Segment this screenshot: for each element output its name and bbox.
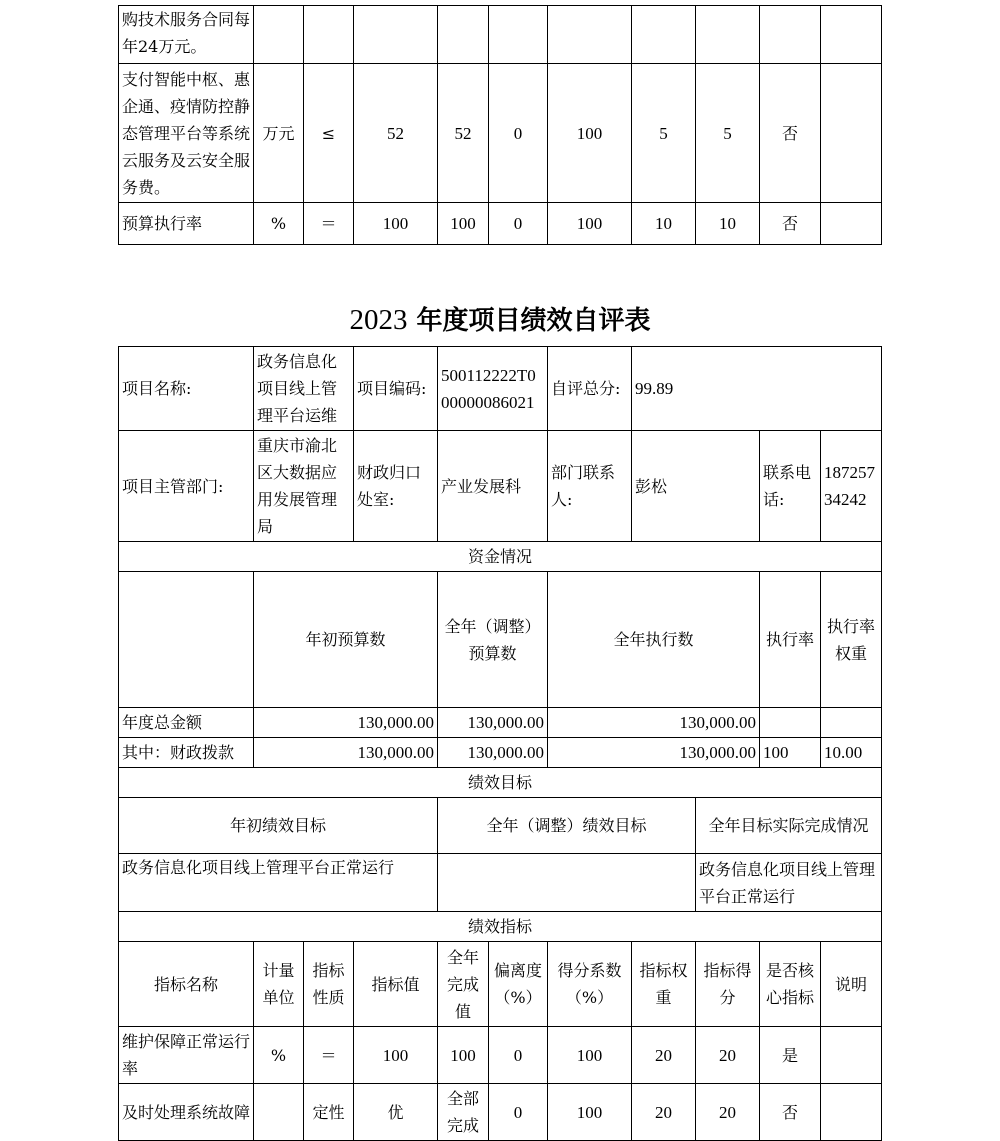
deviation-cell xyxy=(489,6,548,64)
deviation-cell: 0 xyxy=(489,203,548,245)
goal-adjusted xyxy=(438,854,696,912)
title-year: 2023 xyxy=(349,304,408,336)
core-cell xyxy=(760,6,821,64)
funds-cell xyxy=(821,708,882,738)
weight-cell: 10 xyxy=(632,203,696,245)
phone-value: 18725734242 xyxy=(821,431,882,542)
goals-header: 全年目标实际完成情况 xyxy=(696,798,882,854)
contact-label: 部门联系人: xyxy=(548,431,632,542)
indicator-cell: 全部完成 xyxy=(438,1084,489,1141)
coefficient-cell: 100 xyxy=(548,203,632,245)
contact-value: 彭松 xyxy=(632,431,760,542)
department-label: 项目主管部门: xyxy=(119,431,254,542)
funds-cell: 130,000.00 xyxy=(548,738,760,768)
page-title xyxy=(0,297,1000,344)
target-cell xyxy=(354,6,438,64)
goals-header: 全年（调整）绩效目标 xyxy=(438,798,696,854)
indicator-header: 指标权重 xyxy=(632,942,696,1027)
indicator-cell: 20 xyxy=(632,1027,696,1084)
indicator-cell: 是 xyxy=(760,1027,821,1084)
indicator-cell: ＝ xyxy=(304,1027,354,1084)
indicator-header: 指标名称 xyxy=(119,942,254,1027)
self-score-value: 99.89 xyxy=(632,347,882,431)
indicator-name: 支付智能中枢、惠企通、疫情防控静态管理平台等系统云服务及云安全服务费。 xyxy=(119,64,254,203)
indicator-continuation-table xyxy=(118,5,882,245)
weight-cell: 5 xyxy=(632,64,696,203)
note-cell xyxy=(821,6,882,64)
note-cell xyxy=(821,64,882,203)
performance-evaluation-table xyxy=(118,346,882,1141)
deviation-cell: 0 xyxy=(489,64,548,203)
self-score-label: 自评总分: xyxy=(548,347,632,431)
department-value: 重庆市渝北区大数据应用发展管理局 xyxy=(254,431,354,542)
indicator-header: 偏离度（%） xyxy=(489,942,548,1027)
goals-section-title: 绩效目标 xyxy=(119,768,882,798)
indicator-header: 是否核心指标 xyxy=(760,942,821,1027)
indicator-name: 购技术服务合同每年24万元。 xyxy=(119,6,254,64)
indicator-cell: 100 xyxy=(438,1027,489,1084)
funds-header: 年初预算数 xyxy=(254,572,438,708)
indicator-name: 预算执行率 xyxy=(119,203,254,245)
funds-cell: 10.00 xyxy=(821,738,882,768)
table-row xyxy=(119,203,882,245)
table-row xyxy=(119,64,882,203)
score-cell: 5 xyxy=(696,64,760,203)
indicator-cell: 20 xyxy=(632,1084,696,1141)
info-row-department xyxy=(119,431,882,542)
funds-header: 全年（调整）预算数 xyxy=(438,572,548,708)
funds-section-row xyxy=(119,542,882,572)
indicator-header: 说明 xyxy=(821,942,882,1027)
project-code-value: 500112222T000000086021 xyxy=(438,347,548,431)
coefficient-cell xyxy=(548,6,632,64)
funds-header: 全年执行数 xyxy=(548,572,760,708)
indicator-cell: 100 xyxy=(548,1084,632,1141)
target-cell: 52 xyxy=(354,64,438,203)
indicator-cell: 100 xyxy=(354,1027,438,1084)
indicator-cell: 0 xyxy=(489,1084,548,1141)
actual-cell: 52 xyxy=(438,64,489,203)
funds-header: 执行率权重 xyxy=(821,572,882,708)
table-row xyxy=(119,708,882,738)
funds-header-row xyxy=(119,572,882,708)
goals-header: 年初绩效目标 xyxy=(119,798,438,854)
unit-cell xyxy=(254,6,304,64)
indicator-cell: 20 xyxy=(696,1027,760,1084)
project-code-label: 项目编码: xyxy=(354,347,438,431)
table-row xyxy=(119,1027,882,1084)
goal-actual: 政务信息化项目线上管理平台正常运行 xyxy=(696,854,882,912)
funds-cell: 130,000.00 xyxy=(548,708,760,738)
project-name-label: 项目名称: xyxy=(119,347,254,431)
actual-cell xyxy=(438,6,489,64)
indicators-section-title: 绩效指标 xyxy=(119,912,882,942)
core-cell: 否 xyxy=(760,64,821,203)
indicator-cell xyxy=(821,1027,882,1084)
unit-cell: % xyxy=(254,203,304,245)
title-text: 年度项目绩效自评表 xyxy=(416,306,651,336)
goal-initial: 政务信息化项目线上管理平台正常运行 xyxy=(119,854,438,912)
actual-cell: 100 xyxy=(438,203,489,245)
info-row-project xyxy=(119,347,882,431)
indicators-section-row xyxy=(119,912,882,942)
funds-cell: 130,000.00 xyxy=(254,738,438,768)
funds-cell: 130,000.00 xyxy=(254,708,438,738)
funds-header xyxy=(119,572,254,708)
table-row xyxy=(119,1084,882,1141)
funds-cell: 其中：财政拨款 xyxy=(119,738,254,768)
note-cell xyxy=(821,203,882,245)
indicator-cell xyxy=(821,1084,882,1141)
indicator-cell: 0 xyxy=(489,1027,548,1084)
funds-cell: 年度总金额 xyxy=(119,708,254,738)
indicator-header: 指标得分 xyxy=(696,942,760,1027)
coefficient-cell: 100 xyxy=(548,64,632,203)
indicator-cell: 优 xyxy=(354,1084,438,1141)
unit-cell: 万元 xyxy=(254,64,304,203)
indicators-header-row xyxy=(119,942,882,1027)
indicator-cell: 维护保障正常运行率 xyxy=(119,1027,254,1084)
finance-office-value: 产业发展科 xyxy=(438,431,548,542)
nature-cell: ＝ xyxy=(304,203,354,245)
finance-office-label: 财政归口处室: xyxy=(354,431,438,542)
table-row xyxy=(119,6,882,64)
goals-section-row xyxy=(119,768,882,798)
funds-cell xyxy=(760,708,821,738)
core-cell: 否 xyxy=(760,203,821,245)
table-row xyxy=(119,738,882,768)
indicator-header: 指标性质 xyxy=(304,942,354,1027)
goals-value-row xyxy=(119,854,882,912)
funds-cell: 100 xyxy=(760,738,821,768)
indicator-cell: 20 xyxy=(696,1084,760,1141)
project-name-value: 政务信息化项目线上管理平台运维 xyxy=(254,347,354,431)
funds-section-title: 资金情况 xyxy=(119,542,882,572)
indicator-cell: % xyxy=(254,1027,304,1084)
phone-label: 联系电话: xyxy=(760,431,821,542)
score-cell xyxy=(696,6,760,64)
indicator-cell: 否 xyxy=(760,1084,821,1141)
indicator-header: 全年完成值 xyxy=(438,942,489,1027)
indicator-cell: 100 xyxy=(548,1027,632,1084)
indicator-cell xyxy=(254,1084,304,1141)
target-cell: 100 xyxy=(354,203,438,245)
indicator-header: 计量单位 xyxy=(254,942,304,1027)
nature-cell xyxy=(304,6,354,64)
nature-cell: ≤ xyxy=(304,64,354,203)
funds-cell: 130,000.00 xyxy=(438,708,548,738)
score-cell: 10 xyxy=(696,203,760,245)
funds-cell: 130,000.00 xyxy=(438,738,548,768)
indicator-header: 得分系数（%） xyxy=(548,942,632,1027)
goals-header-row xyxy=(119,798,882,854)
funds-header: 执行率 xyxy=(760,572,821,708)
indicator-header: 指标值 xyxy=(354,942,438,1027)
weight-cell xyxy=(632,6,696,64)
indicator-cell: 定性 xyxy=(304,1084,354,1141)
indicator-cell: 及时处理系统故障 xyxy=(119,1084,254,1141)
